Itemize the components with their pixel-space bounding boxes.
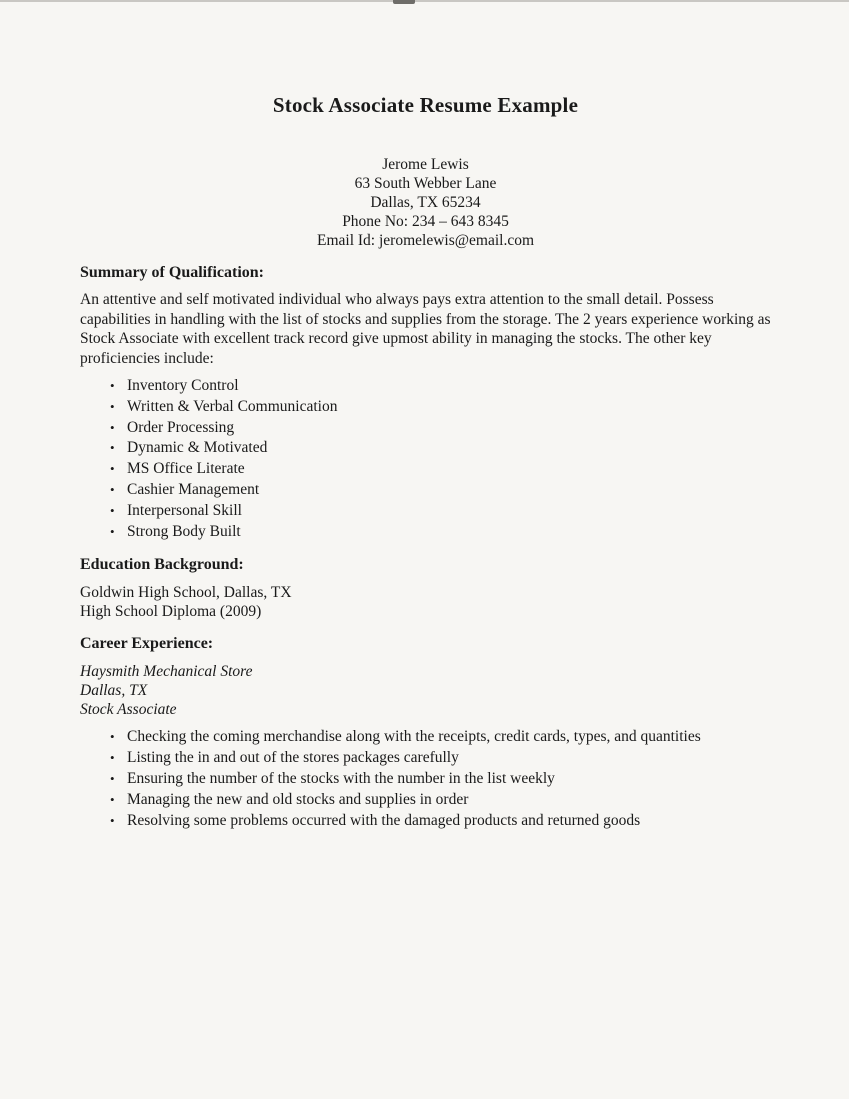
list-item: • MS Office Literate bbox=[110, 459, 771, 480]
experience-location: Dallas, TX bbox=[80, 682, 148, 700]
skills-list bbox=[80, 376, 771, 542]
list-item: • Order Processing bbox=[110, 418, 771, 439]
list-item: • Listing the in and out of the stores packages carefully bbox=[110, 748, 771, 769]
list-item: • Ensuring the number of the stocks with the number in the list weekly bbox=[110, 769, 771, 790]
experience-employer-block bbox=[80, 662, 771, 719]
list-item: • Interpersonal Skill bbox=[110, 501, 771, 522]
experience-duties-list bbox=[80, 727, 771, 831]
experience-heading: Career Experience: bbox=[80, 635, 214, 653]
list-item: • Managing the new and old stocks and supplies in order bbox=[110, 790, 771, 811]
page-title: Stock Associate Resume Example bbox=[272, 93, 579, 117]
contact-name: Jerome Lewis bbox=[382, 156, 469, 173]
scan-artifact-mark bbox=[393, 0, 415, 4]
education-heading: Education Background: bbox=[80, 556, 244, 574]
list-item: • Written & Verbal Communication bbox=[110, 397, 771, 418]
contact-phone: Phone No: 234 – 643 8345 bbox=[342, 213, 509, 230]
list-item: • Dynamic & Motivated bbox=[110, 438, 771, 459]
education-block bbox=[80, 583, 771, 621]
contact-email: Email Id: jeromelewis@email.com bbox=[317, 232, 534, 249]
list-item: • Inventory Control bbox=[110, 376, 771, 397]
scan-artifact-line bbox=[0, 0, 849, 2]
education-diploma: High School Diploma (2009) bbox=[80, 603, 262, 621]
education-school: Goldwin High School, Dallas, TX bbox=[80, 584, 292, 602]
contact-address-line1: 63 South Webber Lane bbox=[354, 175, 497, 192]
contact-block bbox=[80, 155, 771, 250]
contact-address-line2: Dallas, TX 65234 bbox=[370, 194, 481, 211]
list-item: • Cashier Management bbox=[110, 480, 771, 501]
experience-employer: Haysmith Mechanical Store bbox=[80, 663, 253, 681]
summary-paragraph: An attentive and self motivated individual who always pays extra attention to the small detail. Possess capabilities in handling with the list of stocks and supplies from the storage. The 2 years experience working as Stock Associate with excellent track record give upmost ability in managing the stocks. The other key proficiencies include: bbox=[80, 291, 771, 367]
summary-heading: Summary of Qualification: bbox=[80, 264, 264, 281]
experience-role: Stock Associate bbox=[80, 701, 177, 719]
list-item: • Strong Body Built bbox=[110, 522, 771, 543]
list-item: • Resolving some problems occurred with the damaged products and returned goods bbox=[110, 811, 771, 832]
list-item: • Checking the coming merchandise along with the receipts, credit cards, types, and quantities bbox=[110, 727, 771, 748]
